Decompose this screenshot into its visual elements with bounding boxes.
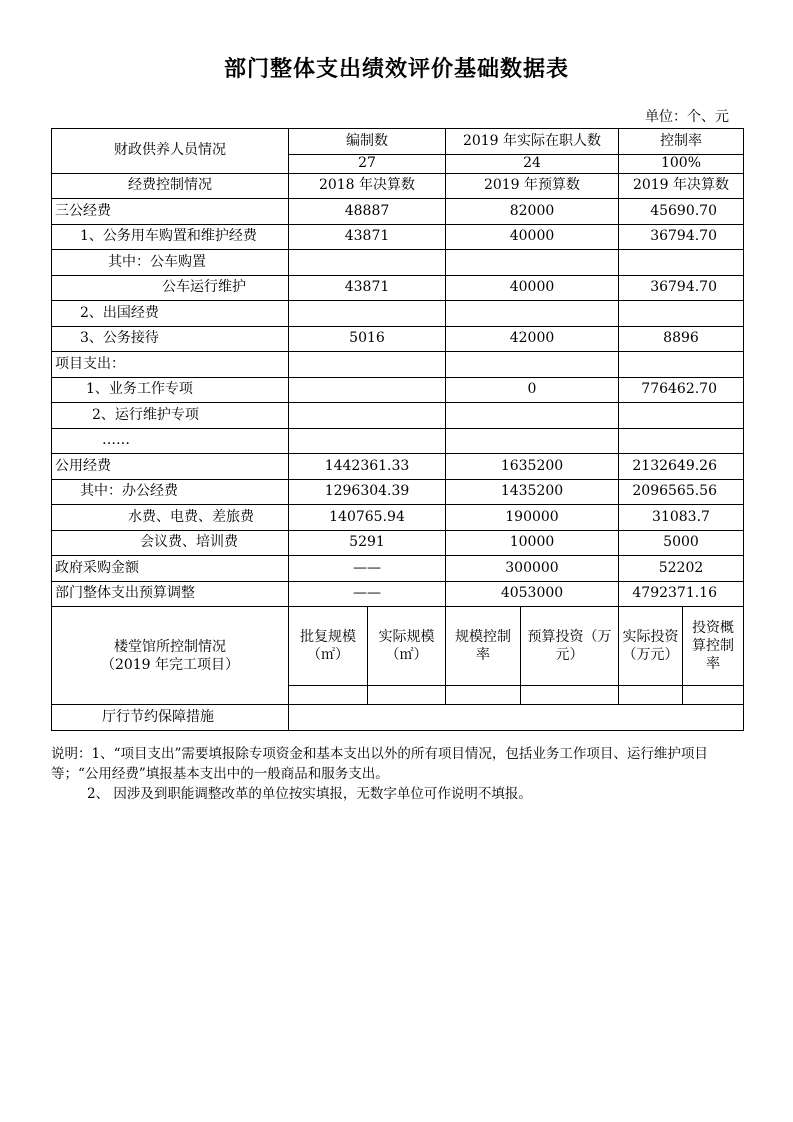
row-value-2018 (289, 403, 446, 429)
expense-header-2019-final: 2019 年决算数 (619, 173, 744, 199)
row-value-2018: 5016 (289, 326, 446, 352)
note-line-2: 2、 因涉及到职能调整改革的单位按实填报，无数字单位可作说明不填报。 (87, 786, 532, 802)
row-label: 三公经费 (52, 199, 289, 225)
row-value-2019-budget: 40000 (446, 224, 619, 250)
measures-label: 厅行节约保障措施 (52, 705, 289, 731)
row-value-2019-budget (446, 403, 619, 429)
table-row (52, 250, 744, 276)
performance-table (51, 128, 744, 731)
row-value-2018: 1442361.33 (289, 454, 446, 480)
staff-header-actual: 2019 年实际在职人数 (446, 129, 619, 155)
row-value-2018 (289, 377, 446, 403)
row-value-2018: —— (289, 581, 446, 607)
table-row (52, 403, 744, 429)
row-value-2018: 43871 (289, 275, 446, 301)
row-value-2018: 43871 (289, 224, 446, 250)
table-row (52, 301, 744, 327)
row-label: 水费、电费、差旅费 (52, 505, 289, 531)
row-value-2019-final (619, 428, 744, 454)
table-row (52, 428, 744, 454)
row-value-2018 (289, 352, 446, 378)
row-value-2019-budget: 0 (446, 377, 619, 403)
building-header-approved-scale: 批复规模（㎡） (289, 607, 368, 686)
row-value-2019-final (619, 301, 744, 327)
table-row (52, 224, 744, 250)
row-value-2019-budget: 1635200 (446, 454, 619, 480)
building-header-scale-rate: 规模控制率 (446, 607, 521, 686)
row-value-2019-budget: 40000 (446, 275, 619, 301)
row-value-2019-final: 36794.70 (619, 224, 744, 250)
staff-value-rate: 100% (619, 154, 744, 173)
row-label: 2、出国经费 (52, 301, 289, 327)
row-label: 其中：公车购置 (52, 250, 289, 276)
measures-value (289, 705, 744, 731)
row-label: 1、业务工作专项 (52, 377, 289, 403)
expense-header-2018: 2018 年决算数 (289, 173, 446, 199)
row-value-2019-final (619, 352, 744, 378)
row-value-2018: —— (289, 556, 446, 582)
row-value-2019-final: 4792371.16 (619, 581, 744, 607)
building-header-actual-scale: 实际规模（㎡） (368, 607, 446, 686)
table-row (52, 377, 744, 403)
staff-header-rate: 控制率 (619, 129, 744, 155)
staff-value-actual: 24 (446, 154, 619, 173)
row-value-2019-budget: 4053000 (446, 581, 619, 607)
row-value-2019-budget: 190000 (446, 505, 619, 531)
building-header-actual-investment: 实际投资（万元） (619, 607, 683, 686)
row-label: 其中：办公经费 (52, 479, 289, 505)
notes (51, 744, 751, 804)
table-row (52, 581, 744, 607)
row-value-2019-budget: 42000 (446, 326, 619, 352)
row-value-2019-budget (446, 301, 619, 327)
row-value-2019-final: 36794.70 (619, 275, 744, 301)
row-label: 3、公务接待 (52, 326, 289, 352)
building-header-budget-investment: 预算投资（万元） (521, 607, 619, 686)
row-label: 2、运行维护专项 (52, 403, 289, 429)
row-value-2019-budget (446, 352, 619, 378)
row-label: …… (52, 428, 289, 454)
building-label-line2: （2019 年完工项目） (100, 656, 240, 673)
table-row (52, 352, 744, 378)
row-label: 公用经费 (52, 454, 289, 480)
row-value-2019-final: 2132649.26 (619, 454, 744, 480)
table-row (52, 454, 744, 480)
page-title: 部门整体支出绩效评价基础数据表 (223, 57, 569, 82)
table-row (52, 556, 744, 582)
building-value-actual-scale (368, 686, 446, 705)
row-value-2018 (289, 301, 446, 327)
building-value-actual-investment (619, 686, 683, 705)
building-value-approved-scale (289, 686, 368, 705)
row-value-2019-budget: 1435200 (446, 479, 619, 505)
row-label: 1、公务用车购置和维护经费 (52, 224, 289, 250)
row-value-2019-final (619, 250, 744, 276)
table-row (52, 199, 744, 225)
building-value-budget-investment (521, 686, 619, 705)
row-value-2018 (289, 250, 446, 276)
row-value-2019-final: 776462.70 (619, 377, 744, 403)
row-value-2018 (289, 428, 446, 454)
table-row (52, 479, 744, 505)
expense-header-label: 经费控制情况 (52, 173, 289, 199)
building-value-scale-rate (446, 686, 521, 705)
table-row (52, 275, 744, 301)
staff-label: 财政供养人员情况 (52, 129, 289, 174)
expense-header-2019-budget: 2019 年预算数 (446, 173, 619, 199)
table-row (52, 505, 744, 531)
row-value-2018: 140765.94 (289, 505, 446, 531)
row-value-2019-final: 45690.70 (619, 199, 744, 225)
row-value-2019-budget: 82000 (446, 199, 619, 225)
row-value-2019-final (619, 403, 744, 429)
staff-value-quota: 27 (289, 154, 446, 173)
table-row (52, 326, 744, 352)
row-value-2019-budget: 10000 (446, 530, 619, 556)
row-label: 部门整体支出预算调整 (52, 581, 289, 607)
staff-header-quota: 编制数 (289, 129, 446, 155)
row-label: 项目支出： (52, 352, 289, 378)
row-value-2019-budget: 300000 (446, 556, 619, 582)
row-value-2019-final: 5000 (619, 530, 744, 556)
building-label-line1: 楼堂馆所控制情况 (114, 638, 226, 655)
building-label (52, 607, 289, 705)
row-value-2018: 48887 (289, 199, 446, 225)
building-header-investment-rate: 投资概算控制率 (683, 607, 744, 686)
building-value-investment-rate (683, 686, 744, 705)
row-value-2019-final: 52202 (619, 556, 744, 582)
row-value-2019-budget (446, 250, 619, 276)
row-label: 公车运行维护 (52, 275, 289, 301)
row-value-2019-final: 2096565.56 (619, 479, 744, 505)
row-value-2019-final: 8896 (619, 326, 744, 352)
row-value-2018: 5291 (289, 530, 446, 556)
row-label: 政府采购金额 (52, 556, 289, 582)
unit-label: 单位：个、元 (645, 109, 729, 125)
row-value-2018: 1296304.39 (289, 479, 446, 505)
row-value-2019-budget (446, 428, 619, 454)
note-line-1: 说明：1、“项目支出”需要填报除专项资金和基本支出以外的所有项目情况，包括业务工作项目、运行维护项目等；“公用经费”填报基本支出中的一般商品和服务支出。 (51, 746, 708, 782)
row-label: 会议费、培训费 (52, 530, 289, 556)
table-row (52, 530, 744, 556)
row-value-2019-final: 31083.7 (619, 505, 744, 531)
